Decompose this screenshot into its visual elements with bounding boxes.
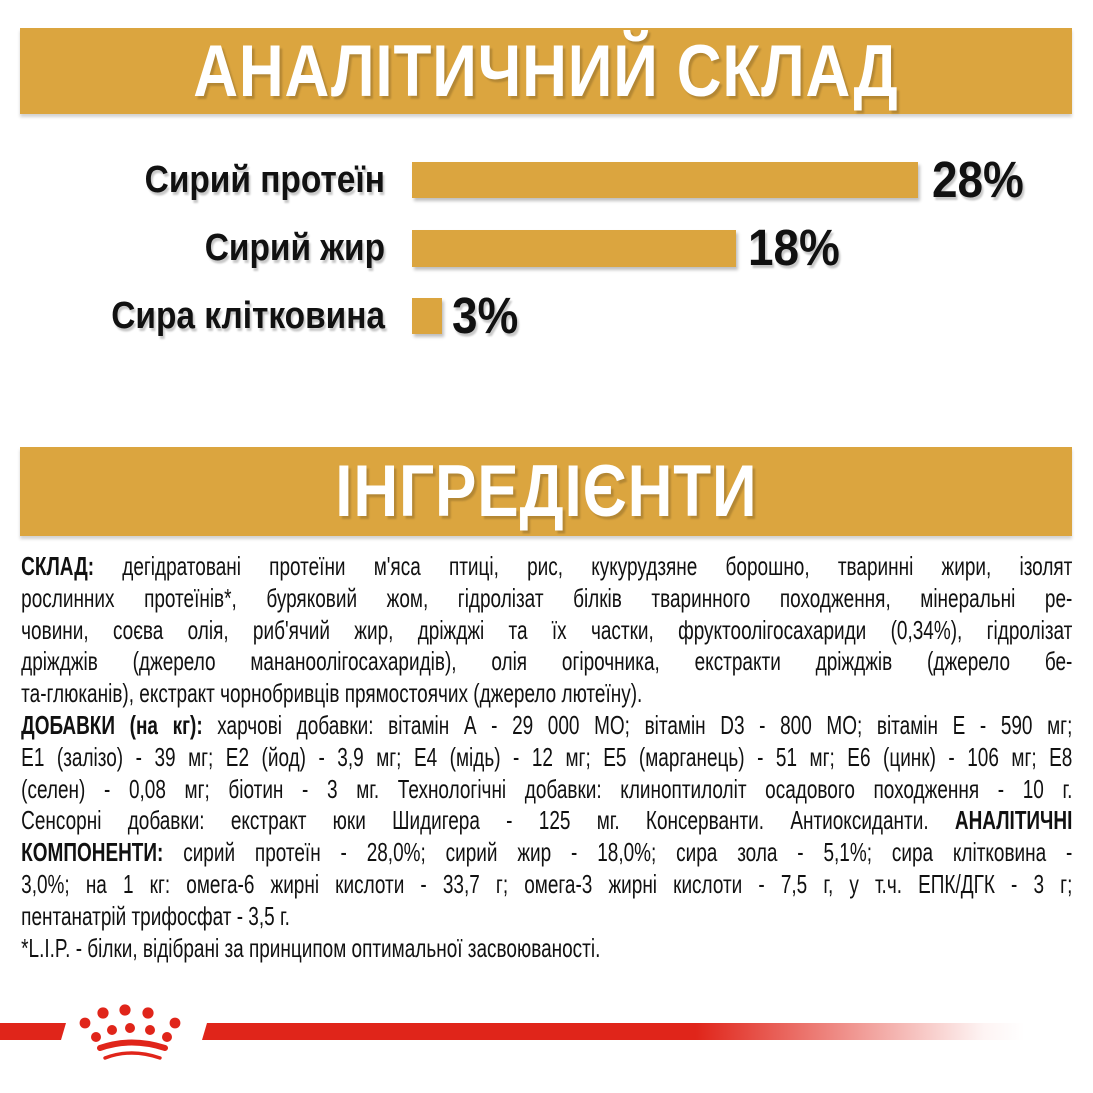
ingredients-text-block <box>0 551 1093 964</box>
text-line <box>21 710 1072 742</box>
footer-brand-divider <box>0 995 1093 1085</box>
analytical-banner-title: АНАЛІТИЧНИЙ СКЛАД <box>193 30 899 112</box>
text-segment: пентанатрій трифосфат - 3,5 г. <box>21 900 290 931</box>
text-line <box>21 901 1072 933</box>
ingredients-banner <box>20 447 1072 536</box>
text-line <box>21 837 1072 869</box>
text-line <box>21 678 1072 710</box>
text-segment: ДОБАВКИ (на кг): <box>21 709 203 740</box>
chart-bar <box>412 298 442 334</box>
text-segment: АНАЛІТИЧНІ <box>954 805 1073 836</box>
text-segment: човини, соєва олія, риб'ячий жир, дріжджі та їх частки, фруктоолігосахариди (0,34%), гідролізат <box>21 614 1073 645</box>
chart-row-value: 3% <box>452 287 519 344</box>
text-segment: рослинних протеїнів*, буряковий жом, гідролізат білків тваринного походження, мінеральні ре- <box>21 582 1073 613</box>
chart-row-value: 18% <box>748 219 840 276</box>
ingredients-paragraph-composition <box>21 551 1072 710</box>
chart-bar <box>412 162 918 198</box>
text-line <box>21 774 1072 806</box>
ingredients-paragraph-additives-analytical-components <box>21 710 1072 933</box>
chart-bar <box>412 230 736 267</box>
text-line <box>21 615 1072 647</box>
chart-row-label: Сирий протеїн <box>144 159 385 201</box>
text-segment: дегідратовані протеїни м'яса птиці, рис, кукурудзяне борошно, тваринні жири, ізолят <box>94 551 1073 581</box>
text-segment: Сенсорні добавки: екстракт юки Шидигера - 125 мг. Консерванти. Антиоксиданти. <box>21 805 955 836</box>
text-segment: та-глюканів), екстракт чорнобривців прямостоячих (джерело лютеїну). <box>21 678 643 709</box>
ingredients-banner-title: ІНГРЕДІЄНТИ <box>334 451 758 532</box>
red-divider-left <box>0 1023 66 1040</box>
red-divider-right <box>202 1023 1025 1040</box>
analytical-composition-chart <box>0 0 1093 440</box>
text-segment: сирий протеїн - 28,0%; сирий жир - 18,0%; сира зола - 5,1%; сира клітковина - <box>163 837 1073 868</box>
text-line <box>21 551 1072 583</box>
text-line <box>21 805 1072 837</box>
text-segment: 3,0%; на 1 кг: омега-6 жирні кислоти - 33,7 г; омега-3 жирні кислоти - 7,5 г, у т.ч. ЕПК/ДГК - 3 г; <box>21 868 1073 899</box>
text-segment: КОМПОНЕНТИ: <box>21 837 164 868</box>
text-segment: дріжджів (джерело мананоолігосахаридів), олія огірочника, екстракти дріжджів (джерело бе- <box>21 646 1073 677</box>
royal-canin-crown-icon <box>80 1004 181 1058</box>
text-segment: Е1 (залізо) - 39 мг; Е2 (йод) - 3,9 мг; Е4 (мідь) - 12 мг; Е5 (марганець) - 51 мг; Е6 (цинк) - 106 мг; Е8 <box>21 741 1073 772</box>
text-segment: СКЛАД: <box>21 551 95 581</box>
text-line <box>21 583 1072 615</box>
chart-row-value: 28% <box>932 151 1024 208</box>
text-line <box>21 742 1072 774</box>
text-line <box>21 869 1072 901</box>
text-segment: *L.I.P. - білки, відібрані за принципом оптимальної засвоюваності. <box>21 932 601 963</box>
text-line <box>21 646 1072 678</box>
text-line <box>21 933 1072 965</box>
text-segment: харчові добавки: вітамін А - 29 000 МО; вітамін D3 - 800 МО; вітамін Е - 590 мг; <box>202 709 1073 740</box>
text-segment: (селен) - 0,08 мг; біотин - 3 мг. Технологічні добавки: клиноптилоліт осадового походження - 10 г. <box>21 773 1073 804</box>
chart-row-label: Сира клітковина <box>111 295 386 337</box>
chart-row-label: Сирий жир <box>204 227 385 269</box>
ingredients-paragraph-lip-footnote <box>21 933 1072 965</box>
